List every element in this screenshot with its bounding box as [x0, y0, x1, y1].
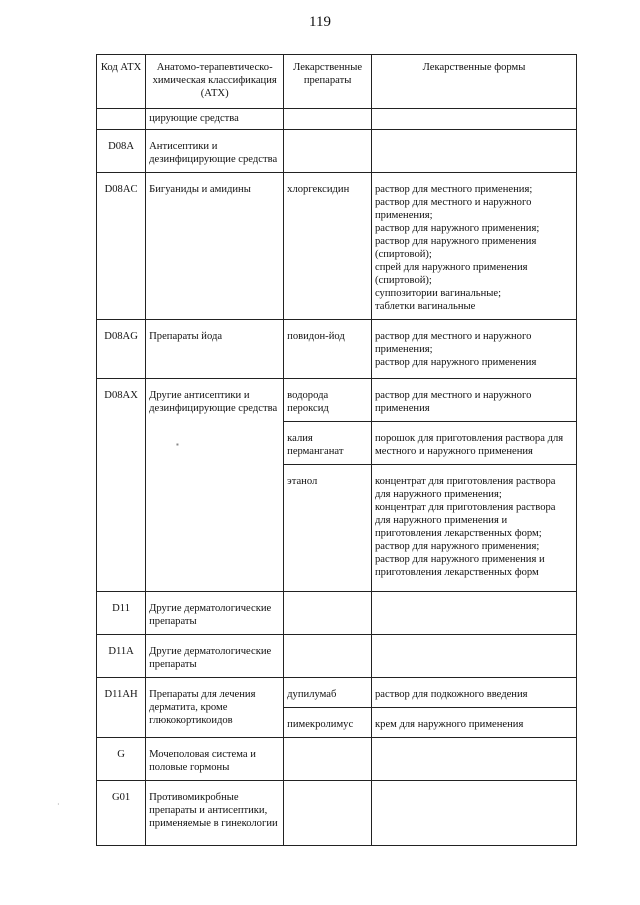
- drug-name: повидон-йод: [284, 320, 372, 379]
- dosage-forms: [372, 109, 577, 130]
- atx-code: D08AC: [97, 173, 146, 320]
- atx-classification: Мочеполовая система и половые гормоны: [146, 738, 284, 781]
- atx-drug-table: [96, 54, 577, 846]
- drug-name: водорода пероксид: [284, 379, 372, 422]
- dosage-forms: крем для наружного применения: [372, 708, 577, 738]
- table-row: [97, 592, 577, 635]
- dosage-forms: [372, 130, 577, 173]
- atx-classification: Другие дерматологические препараты: [146, 635, 284, 678]
- atx-code: D11A: [97, 635, 146, 678]
- dosage-forms: раствор для местного и наружного применения: [372, 379, 577, 422]
- dosage-forms: раствор для местного и наружного применения; раствор для наружного применения: [372, 320, 577, 379]
- drug-name: хлоргексидин: [284, 173, 372, 320]
- dosage-forms: [372, 781, 577, 846]
- header-code: Код АТХ: [97, 55, 146, 109]
- atx-code: G01: [97, 781, 146, 846]
- atx-classification: Препараты йода: [146, 320, 284, 379]
- table-row: [97, 781, 577, 846]
- table-row: [97, 678, 577, 708]
- drug-name: [284, 109, 372, 130]
- drug-name: этанол: [284, 465, 372, 592]
- page-number: 119: [309, 14, 331, 30]
- header-classification: Анатомо-терапевтическо-химическая классификация (АТХ): [146, 55, 284, 109]
- atx-code: G: [97, 738, 146, 781]
- drug-name: калия перманганат: [284, 422, 372, 465]
- atx-classification: Бигуаниды и амидины: [146, 173, 284, 320]
- table-row: [97, 738, 577, 781]
- dosage-forms: концентрат для приготовления раствора для наружного применения; концентрат для приготовления раствора для наружного применения и приготовления лекарственных форм; раствор для наружного применения; раствор для наружного применения и приготовления лекарственных форм: [372, 465, 577, 592]
- table-header-row: [97, 55, 577, 109]
- drug-name: [284, 592, 372, 635]
- table-row: [97, 130, 577, 173]
- dosage-forms: [372, 635, 577, 678]
- atx-classification: Препараты для лечения дерматита, кроме глюкокортикоидов: [146, 678, 284, 738]
- atx-code: D08A: [97, 130, 146, 173]
- drug-name: [284, 781, 372, 846]
- atx-code: D11AH: [97, 678, 146, 738]
- atx-code: D11: [97, 592, 146, 635]
- table-row: [97, 635, 577, 678]
- drug-name: пимекролимус: [284, 708, 372, 738]
- atx-classification: Другие дерматологические препараты: [146, 592, 284, 635]
- scan-speck: ·: [57, 800, 60, 809]
- table-row: [97, 320, 577, 379]
- drug-name: [284, 635, 372, 678]
- dosage-forms: [372, 738, 577, 781]
- atx-classification: Противомикробные препараты и антисептики, применяемые в гинекологии: [146, 781, 284, 846]
- drug-name: [284, 130, 372, 173]
- atx-code: D08AG: [97, 320, 146, 379]
- header-drugs: Лекарственные препараты: [284, 55, 372, 109]
- atx-classification: Другие антисептики и дезинфицирующие средства: [146, 379, 284, 592]
- table-row: [97, 173, 577, 320]
- drug-name: [284, 738, 372, 781]
- atx-classification: цирующие средства: [146, 109, 284, 130]
- scan-speck: ▪: [176, 440, 179, 449]
- dosage-forms: раствор для подкожного введения: [372, 678, 577, 708]
- drug-name: дупилумаб: [284, 678, 372, 708]
- atx-code: [97, 109, 146, 130]
- table-row: [97, 379, 577, 422]
- table-row: [97, 109, 577, 130]
- dosage-forms: [372, 592, 577, 635]
- dosage-forms: раствор для местного применения; раствор для местного и наружного применения; раствор для наружного применения; раствор для наружного применения (спиртовой); спрей для наружного применения (спиртовой); суппозитории вагинальные; таблетки вагинальные: [372, 173, 577, 320]
- atx-classification: Антисептики и дезинфицирующие средства: [146, 130, 284, 173]
- dosage-forms: порошок для приготовления раствора для местного и наружного применения: [372, 422, 577, 465]
- header-forms: Лекарственные формы: [372, 55, 577, 109]
- atx-code: D08AX: [97, 379, 146, 592]
